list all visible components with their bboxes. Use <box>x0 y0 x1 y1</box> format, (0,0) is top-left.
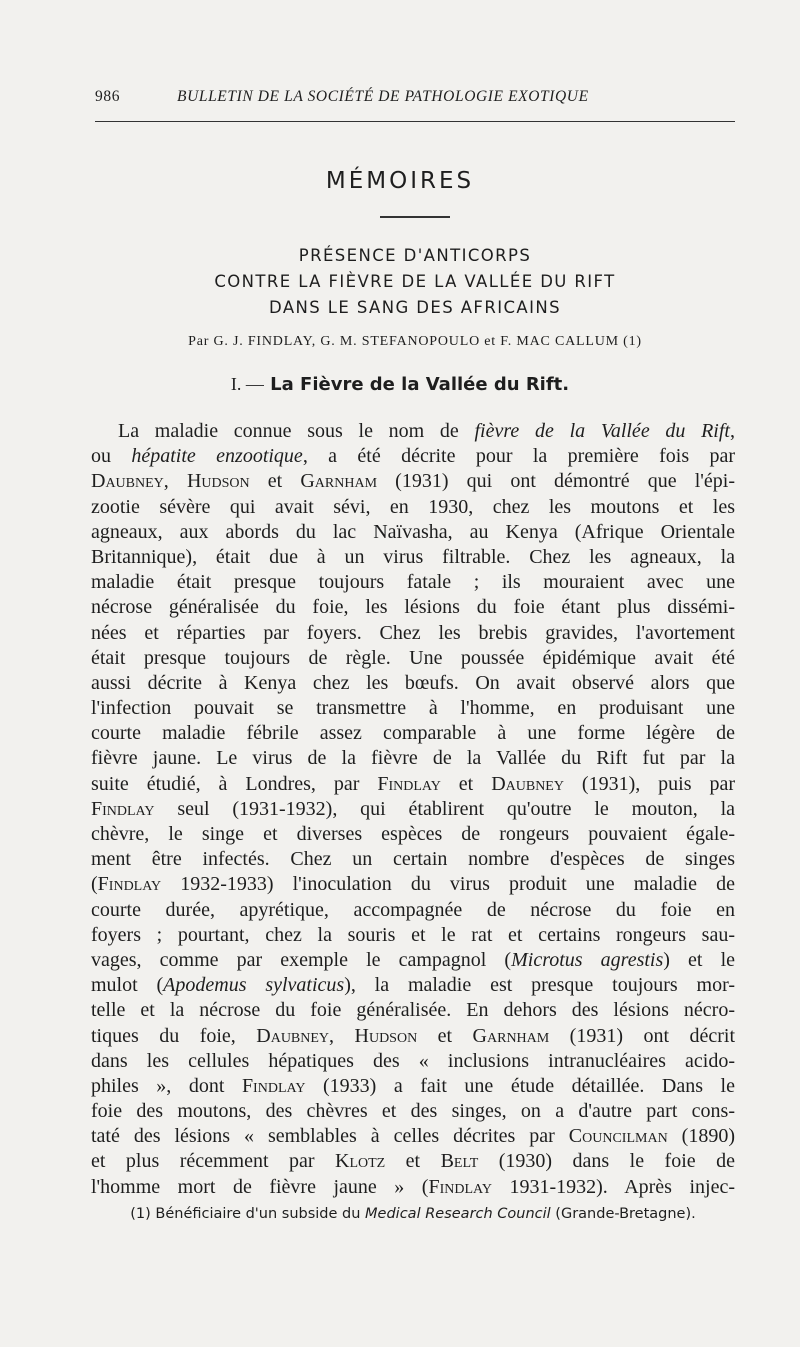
body-line: foie des moutons, des chèvres et des singes, on a d'autre part cons- <box>91 1100 735 1123</box>
body-line: et plus récemment par Klotz et Belt (1930) dans le foie de <box>91 1150 735 1173</box>
body-line: courte maladie fébrile assez comparable à une forme légère de <box>91 722 735 745</box>
body-line: agneaux, aux abords du lac Naïvasha, au Kenya (Afrique Orientale <box>91 520 735 543</box>
title-divider <box>380 216 450 218</box>
body-line: fièvre jaune. Le virus de la fièvre de la Vallée du Rift fut par la <box>91 747 735 770</box>
body-line: dans les cellules hépatiques des « inclusions intranucléaires acido- <box>91 1049 735 1072</box>
body-line: taté des lésions « semblables à celles décrites par Councilman (1890) <box>91 1125 735 1148</box>
section-heading-text: La Fièvre de la Vallée du Rift. <box>270 374 570 395</box>
body-line: zootie sévère qui avait sévi, en 1930, chez les moutons et les <box>91 495 735 518</box>
body-line: foyers ; pourtant, chez la souris et le rat et certains rongeurs sau- <box>91 923 735 946</box>
body-line: l'infection pouvait se transmettre à l'homme, en produisant une <box>91 697 735 720</box>
page-number: 986 <box>95 88 121 105</box>
header-rule <box>95 121 735 122</box>
body-line: La maladie connue sous le nom de fièvre de la Vallée du Rift, <box>118 420 735 442</box>
section-title: MÉMOIRES <box>325 168 475 194</box>
body-line: courte durée, apyrétique, accompagnée de nécrose du foie en <box>91 898 735 921</box>
author-byline: Par G. J. FINDLAY, G. M. STEFANOPOULO et F. MAC CALLUM (1) <box>188 334 642 349</box>
body-line: philes », dont Findlay (1933) a fait une étude détaillée. Dans le <box>91 1074 735 1097</box>
body-line: nécrose généralisée du foie, les lésions du foie étant plus dissémi- <box>91 596 735 619</box>
body-line: l'homme mort de fièvre jaune » (Findlay 1931-1932). Après injec- <box>91 1175 736 1198</box>
body-paragraph <box>91 419 735 1200</box>
section-heading <box>0 374 800 395</box>
body-line: Daubney, Hudson et Garnham (1931) qui ont démontré que l'épi- <box>91 470 736 493</box>
body-line: ment être infectés. Chez un certain nombre d'espèces de singes <box>91 848 735 871</box>
body-line: (Findlay 1932-1933) l'inoculation du virus produit une maladie de <box>91 873 735 896</box>
journal-title: BULLETIN DE LA SOCIÉTÉ DE PATHOLOGIE EXOTIQUE <box>177 88 589 105</box>
section-heading-number: I. — <box>230 374 264 394</box>
body-line: maladie était presque toujours fatale ; ils mouraient avec une <box>91 571 735 594</box>
body-line: Britannique), était due à un virus filtrable. Chez les agneaux, la <box>91 545 735 568</box>
footnote: (1) Bénéficiaire d'un subside du Medical Research Council (Grande-Bretagne). <box>130 1206 696 1222</box>
article-title <box>95 243 735 321</box>
body-line: vages, comme par exemple le campagnol (Microtus agrestis) et le <box>91 948 735 971</box>
body-line: nées et réparties par foyers. Chez les brebis gravides, l'avortement <box>91 621 735 644</box>
body-line: Findlay seul (1931-1932), qui établirent qu'outre le mouton, la <box>91 797 735 820</box>
body-line: suite étudié, à Londres, par Findlay et Daubney (1931), puis par <box>91 772 736 795</box>
article-title-line: PRÉSENCE D'ANTICORPS <box>298 246 532 265</box>
body-line: telle et la nécrose du foie généralisée. En dehors des lésions nécro- <box>91 999 735 1022</box>
body-line: mulot (Apodemus sylvaticus), la maladie est presque toujours mor- <box>91 974 735 997</box>
body-line: tiques du foie, Daubney, Hudson et Garnham (1931) ont décrit <box>91 1024 736 1047</box>
article-title-line: DANS LE SANG DES AFRICAINS <box>269 298 561 317</box>
body-line: aussi décrite à Kenya chez les bœufs. On avait observé alors que <box>91 671 735 694</box>
body-line: ou hépatite enzootique, a été décrite pour la première fois par <box>91 445 735 468</box>
body-line: chèvre, le singe et diverses espèces de rongeurs pouvaient égale- <box>91 823 735 845</box>
body-line: était presque toujours de règle. Une poussée épidémique avait été <box>91 646 735 669</box>
article-title-line: CONTRE LA FIÈVRE DE LA VALLÉE DU RIFT <box>214 272 616 291</box>
